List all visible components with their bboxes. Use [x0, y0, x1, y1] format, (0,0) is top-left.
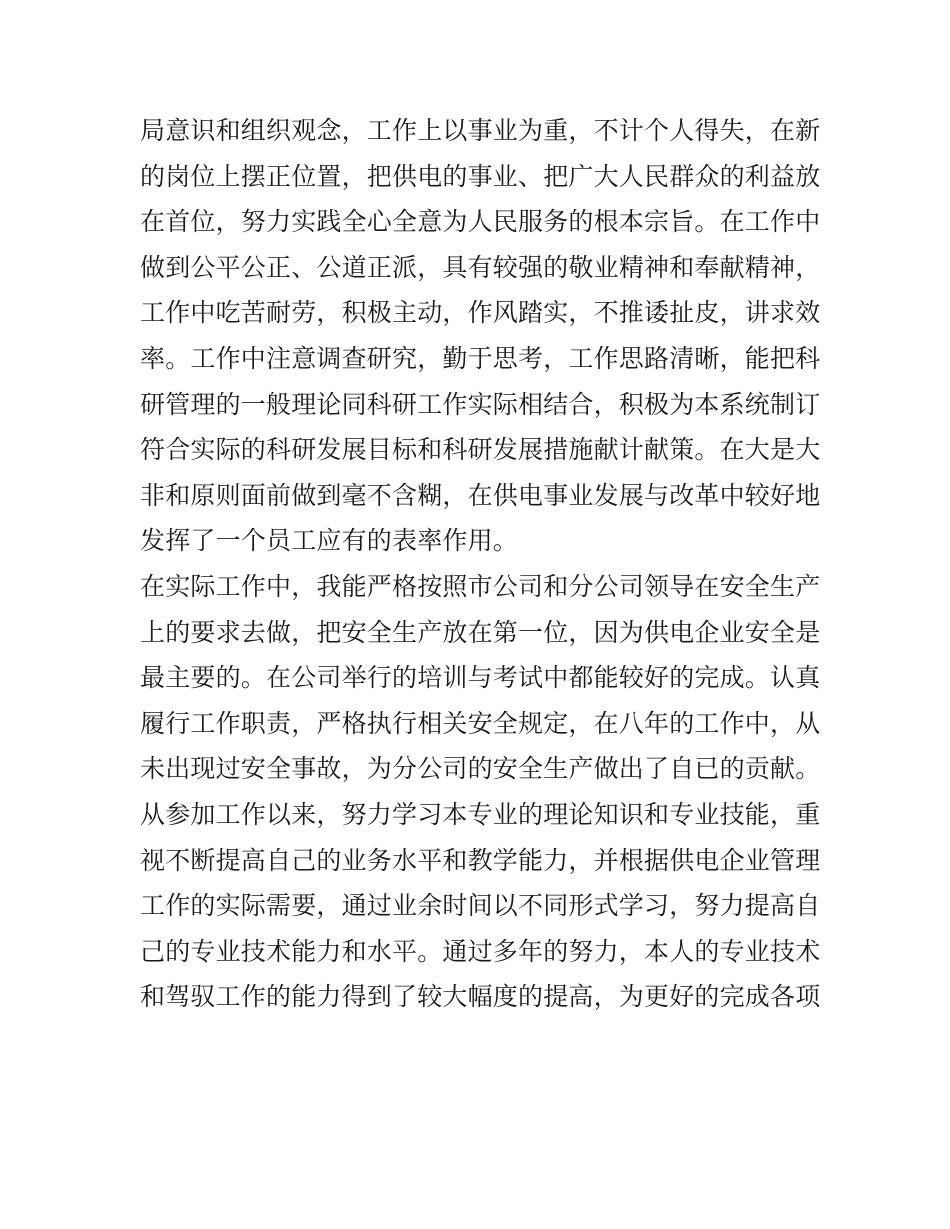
text-line: 非和原则面前做到毫不含糊，在供电事业发展与改革中较好地 [140, 480, 820, 510]
text-line: 工作的实际需要，通过业余时间以不同形式学习，努力提高自 [140, 891, 820, 921]
text-line: 率。工作中注意调查研究，勤于思考，工作思路清晰，能把科 [140, 343, 820, 373]
text-line: 在实际工作中，我能严格按照市公司和分公司领导在安全生产 [140, 571, 820, 601]
body-text [140, 108, 820, 1020]
text-line: 从参加工作以来，努力学习本专业的理论知识和专业技能，重 [140, 799, 820, 829]
text-line: 发挥了一个员工应有的表率作用。 [140, 526, 519, 556]
text-line: 在首位，努力实践全心全意为人民服务的根本宗旨。在工作中 [140, 207, 820, 237]
text-line: 和驾驭工作的能力得到了较大幅度的提高，为更好的完成各项 [140, 982, 820, 1012]
text-line: 己的专业技术能力和水平。通过多年的努力，本人的专业技术 [140, 936, 820, 966]
text-line: 做到公平公正、公道正派，具有较强的敬业精神和奉献精神， [140, 252, 820, 282]
text-line: 局意识和组织观念，工作上以事业为重，不计个人得失，在新 [140, 116, 820, 145]
text-line: 上的要求去做，把安全生产放在第一位，因为供电企业安全是 [140, 617, 820, 647]
text-line: 视不断提高自己的业务水平和教学能力，并根据供电企业管理 [140, 845, 820, 875]
text-line: 研管理的一般理论同科研工作实际相结合，积极为本系统制订 [140, 389, 820, 419]
text-line: 的岗位上摆正位置，把供电的事业、把广大人民群众的利益放 [140, 161, 820, 191]
text-line: 履行工作职责，严格执行相关安全规定，在八年的工作中，从 [140, 708, 820, 738]
text-line: 未出现过安全事故，为分公司的安全生产做出了自已的贡献。 [140, 754, 820, 784]
text-line: 最主要的。在公司举行的培训与考试中都能较好的完成。认真 [140, 663, 820, 693]
text-line: 工作中吃苦耐劳，积极主动，作风踏实，不推诿扯皮，讲求效 [140, 298, 820, 328]
text-line: 符合实际的科研发展目标和科研发展措施献计献策。在大是大 [140, 435, 820, 465]
